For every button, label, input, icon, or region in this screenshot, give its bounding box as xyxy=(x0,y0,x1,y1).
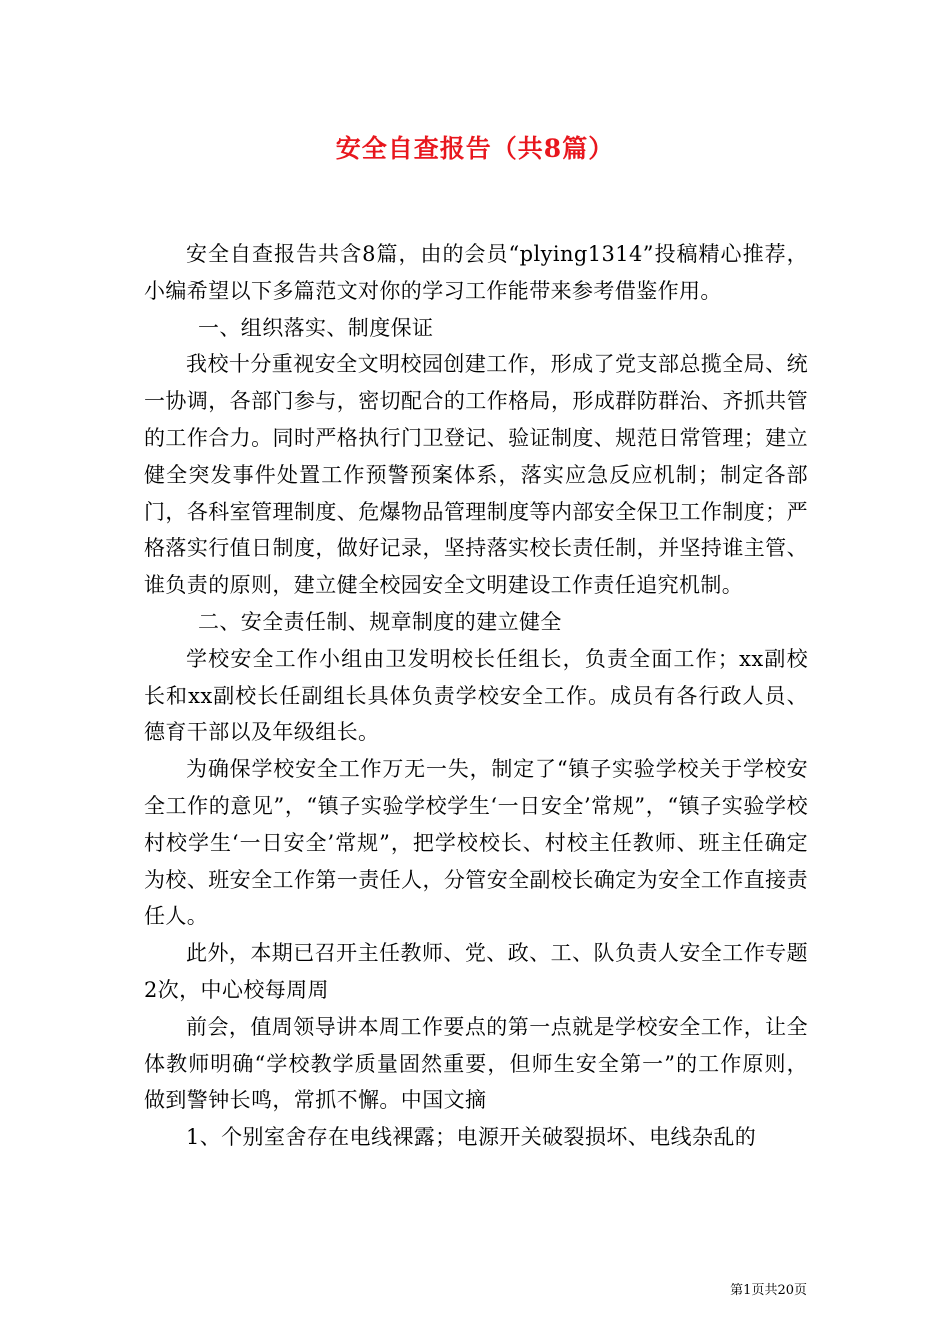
paragraph: 我校十分重视安全文明校园创建工作，形成了党支部总揽全局、统一协调，各部门参与，密切配合的工作格局，形成群防群治、齐抓共管的工作合力。同时严格执行门卫登记、验证制度、规范日常管理；建立健全突发事件处置工作预警预案体系，落实应急反应机制；制定各部门，各科室管理制度、危爆物品管理制度等内部安全保卫工作制度；严格落实行值日制度，做好记录，坚持落实校长责任制，并坚持谁主管、谁负责的原则，建立健全校园安全文明建设工作责任追究机制。 xyxy=(144,352,808,598)
paragraph: 1、个别室舍存在电线裸露；电源开关破裂损坏、电线杂乱的 xyxy=(186,1125,757,1150)
section-heading: 二、安全责任制、规章制度的建立健全 xyxy=(198,609,562,634)
page-number: 第1页共20页 xyxy=(730,1283,807,1298)
section-heading: 一、组织落实、制度保证 xyxy=(198,315,434,340)
document-title: 安全自查报告（共8篇） xyxy=(335,134,615,163)
paragraph: 前会，值周领导讲本周工作要点的第一点就是学校安全工作，让全体教师明确“学校教学质量固然重要，但师生安全第一”的工作原则，做到警钟长鸣，常抓不懈。中国文摘 xyxy=(144,1014,808,1113)
paragraph: 此外，本期已召开主任教师、党、政、工、队负责人安全工作专题2次，中心校每周周 xyxy=(144,941,808,1002)
paragraph: 安全自查报告共含8篇，由的会员“plying1314”投稿精心推荐，小编希望以下多篇范文对你的学习工作能带来参考借鉴作用。 xyxy=(144,242,808,303)
paragraph: 为确保学校安全工作万无一失，制定了“镇子实验学校关于学校安全工作的意见”，“镇子实验学校学生‘一日安全’常规”，“镇子实验学校村校学生‘一日安全’常规”，把学校校长、村校主任教师、班主任确定为校、班安全工作第一责任人，分管安全副校长确定为安全工作直接责任人。 xyxy=(144,757,808,929)
paragraph: 学校安全工作小组由卫发明校长任组长，负责全面工作；xx副校长和xx副校长任副组长具体负责学校安全工作。成员有各行政人员、德育干部以及年级组长。 xyxy=(144,646,808,745)
document-body xyxy=(144,236,808,1156)
